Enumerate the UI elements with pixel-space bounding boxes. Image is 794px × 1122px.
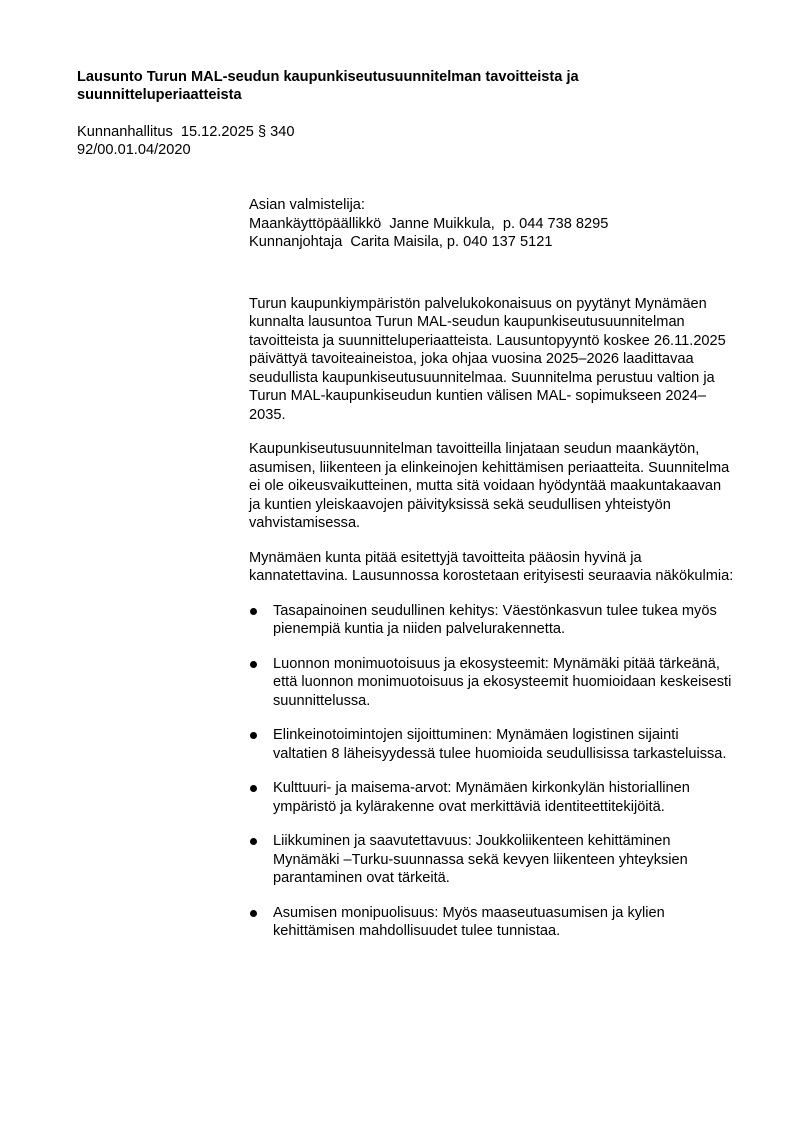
list-item-text: Tasapainoinen seudullinen kehitys: Väestönkasvun tulee tukea myös pienempiä kuntia ja niiden palvelurakennetta. — [273, 602, 717, 637]
preparer-heading: Asian valmistelija: — [249, 197, 365, 213]
list-item — [249, 904, 734, 941]
list-item-text: Elinkeinotoimintojen sijoittuminen: Mynämäen logistinen sijainti valtatien 8 läheisyydessä tulee huomioida seudullisissa tarkasteluissa. — [273, 727, 727, 762]
paragraph-request: Turun kaupunkiympäristön palvelukokonaisuus on pyytänyt Mynämäen kunnalta lausuntoa Turun MAL-seudun kaupunkiseutusuunnitelman tavoitteista ja suunnitteluperiaatteista. Lausuntopyyntö koskee 26.11.2025 päivättyä tavoiteaineistoa, joka ohjaa vuosina 2025–2026 laadittavaa seudullista kaupunkiseutusuunnitelmaa. Suunnitelma perustuu valtion ja Turun MAL-kaupunkiseudun kuntien välisen MAL- sopimukseen 2024–2035. — [249, 295, 726, 423]
list-item — [249, 726, 734, 763]
bullet-icon — [250, 838, 257, 845]
bullet-icon — [250, 661, 257, 668]
bullet-icon — [250, 608, 257, 615]
document-title: Lausunto Turun MAL-seudun kaupunkiseutusuunnitelman tavoitteista ja suunnitteluperiaatteista — [77, 69, 579, 103]
preparer-line: Maankäyttöpäällikkö Janne Muikkula, p. 044 738 8295 — [249, 215, 609, 232]
meeting-info — [77, 123, 294, 159]
list-item — [249, 602, 734, 639]
document-body — [249, 196, 734, 957]
list-item — [249, 655, 734, 711]
bullet-icon — [250, 785, 257, 792]
list-item-text: Luonnon monimuotoisuus ja ekosysteemit: Mynämäki pitää tärkeänä, että luonnon monimuotoisuus ja ekosysteemit huomioidaan keskeisesti suunnittelussa. — [273, 655, 732, 709]
list-item-text: Asumisen monipuolisuus: Myös maaseutuasumisen ja kylien kehittämisen mahdollisuudet tulee tunnistaa. — [273, 904, 665, 939]
list-item-text: Liikkuminen ja saavutettavuus: Joukkoliikenteen kehittäminen Mynämäki –Turku-suunnassa sekä kevyen liikenteen yhteyksien parantaminen ovat tärkeitä. — [273, 833, 688, 886]
paragraph-goals: Kaupunkiseutusuunnitelman tavoitteilla linjataan seudun maankäytön, asumisen, liikenteen ja elinkeinojen kehittämisen periaatteita. Suunnitelma ei ole oikeusvaikutteinen, mutta sitä voidaan hyödyntää maakuntakaavan ja kuntien yleiskaavojen päivityksissä sekä seudullisen yhteistyön vahvistamisessa. — [249, 441, 730, 531]
list-item — [249, 779, 734, 816]
paragraph-position: Mynämäen kunta pitää esitettyjä tavoitteita pääosin hyvinä ja kannatettavina. Lausunnossa korostetaan erityisesti seuraavia näkökulmia: — [249, 549, 734, 584]
viewpoints-list — [249, 602, 734, 941]
meeting-reference: Kunnanhallitus 15.12.2025 § 340 — [77, 124, 295, 140]
list-item — [249, 832, 734, 888]
bullet-icon — [250, 732, 257, 739]
preparer-line: Kunnanjohtaja Carita Maisila, p. 040 137 5121 — [249, 234, 553, 250]
bullet-icon — [250, 910, 257, 917]
list-item-text: Kulttuuri- ja maisema-arvot: Mynämäen kirkonkylän historiallinen ympäristö ja kylärakenne ovat merkittäviä identiteettitekijöitä. — [273, 780, 690, 815]
record-number: 92/00.01.04/2020 — [77, 142, 191, 158]
